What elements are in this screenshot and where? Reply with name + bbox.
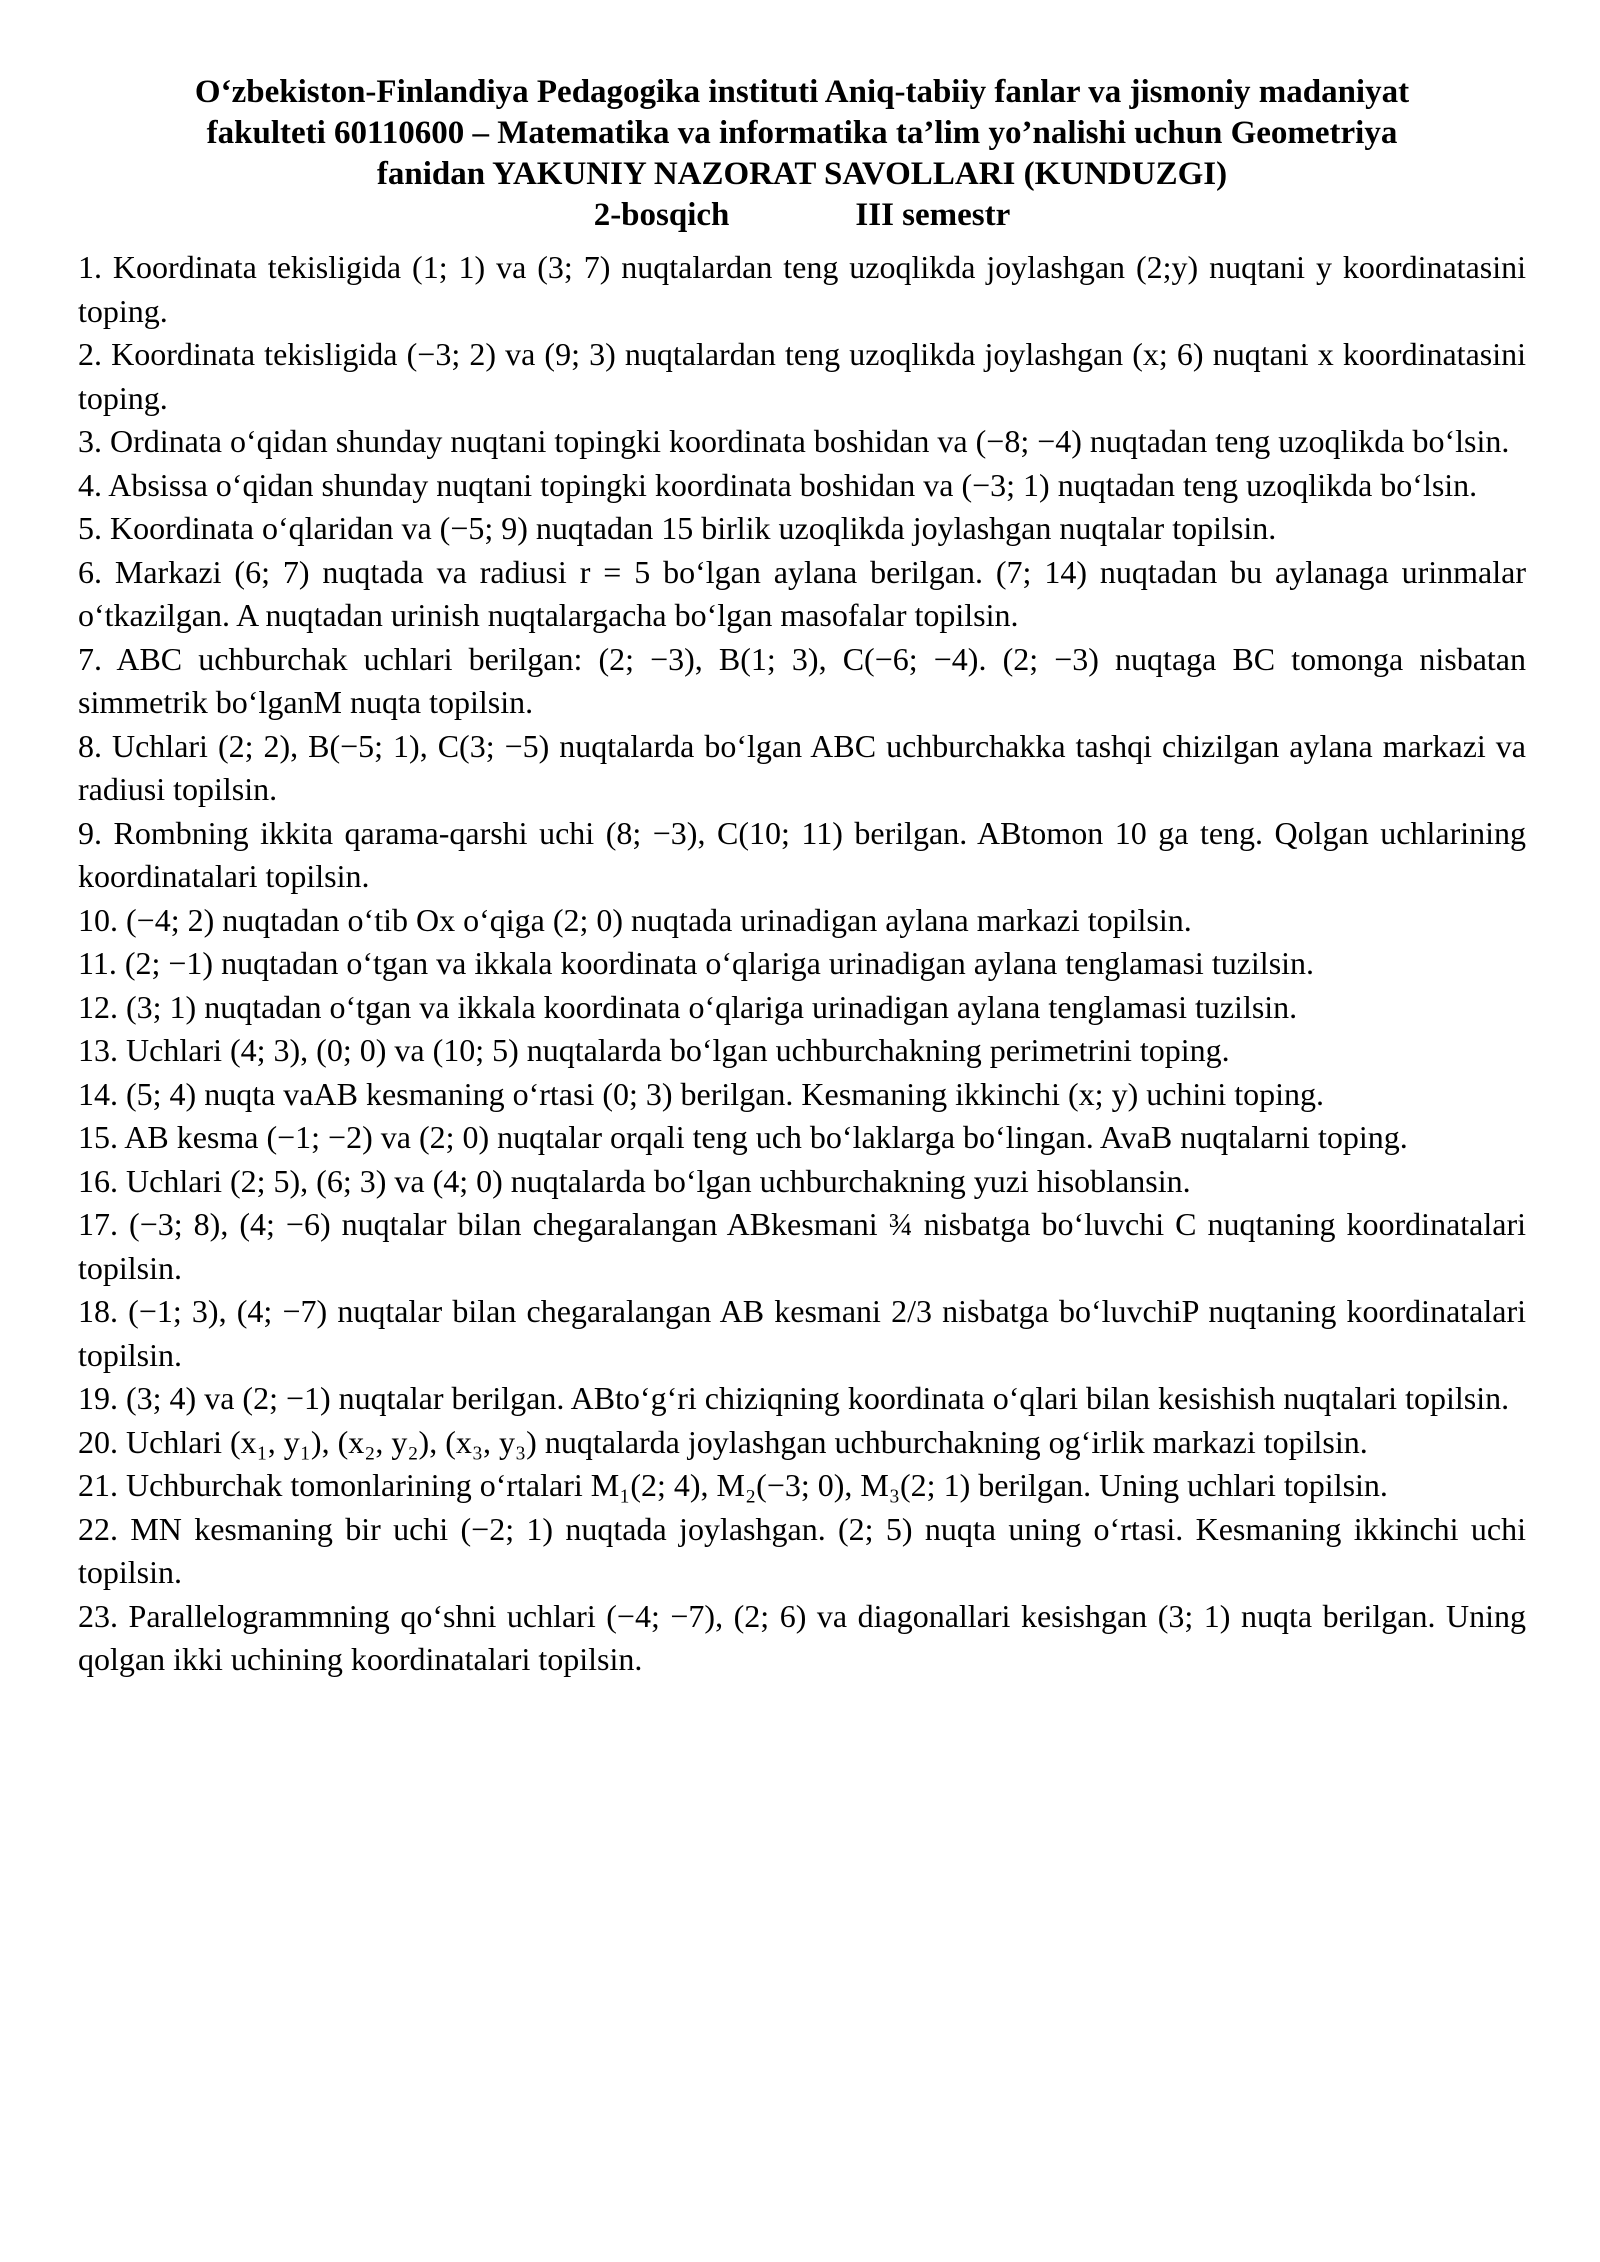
header-line-3: fanidan YAKUNIY NAZORAT SAVOLLARI (KUNDUZGI) — [376, 156, 1228, 192]
question-16: 16. Uchlari (2; 5), (6; 3) va (4; 0) nuqtalarda bo‘lgan uchburchakning yuzi hisoblansin. — [78, 1162, 1191, 1199]
document-page — [78, 72, 1526, 1682]
question-10: 10. (−4; 2) nuqtadan o‘tib Ox o‘qiga (2; 0) nuqtada urinadigan aylana markazi topilsin. — [78, 901, 1192, 938]
question-2: 2. Koordinata tekisligida (−3; 2) va (9; 3) nuqtalardan teng uzoqlikda joylashgan (x; 6) nuqtani x koordinatasini toping. — [78, 336, 1526, 416]
question-17: 17. (−3; 8), (4; −6) nuqtalar bilan chegaralangan ABkesmani ¾ nisbatga bo‘luvchi C nuqtaning koordinatalari topilsin. — [78, 1206, 1526, 1286]
question-4: 4. Absissa o‘qidan shunday nuqtani topingki koordinata boshidan va (−3; 1) nuqtadan teng uzoqlikda bo‘lsin. — [78, 466, 1478, 503]
header-stage-line — [78, 195, 1526, 236]
question-22: 22. MN kesmaning bir uchi (−2; 1) nuqtada joylashgan. (2; 5) nuqta uning o‘rtasi. Kesmaning ikkinchi uchi topilsin. — [78, 1510, 1526, 1590]
question-3: 3. Ordinata o‘qidan shunday nuqtani topingki koordinata boshidan va (−8; −4) nuqtadan teng uzoqlikda bo‘lsin. — [78, 423, 1510, 459]
question-14: 14. (5; 4) nuqta vaAB kesmaning o‘rtasi (0; 3) berilgan. Kesmaning ikkinchi (x; y) uchini toping. — [78, 1075, 1324, 1112]
semester-label: III semestr — [855, 197, 1011, 233]
question-6: 6. Markazi (6; 7) nuqtada va radiusi r = 5 bo‘lgan aylana berilgan. (7; 14) nuqtadan bu aylanaga urinmalar o‘tkazilgan. A nuqtadan urinish nuqtalargacha bo‘lgan masofalar topilsin. — [78, 553, 1526, 633]
question-1: 1. Koordinata tekisligida (1; 1) va (3; 7) nuqtalardan teng uzoqlikda joylashgan (2;y) nuqtani y koordinatasini toping. — [78, 249, 1526, 329]
question-23: 23. Parallelogrammning qo‘shni uchlari (−4; −7), (2; 6) va diagonallari kesishgan (3; 1) nuqta berilgan. Uning qolgan ikki uchining koordinatalari topilsin. — [78, 1597, 1526, 1677]
question-15: 15. AB kesma (−1; −2) va (2; 0) nuqtalar orqali teng uch bo‘laklarga bo‘lingan. AvaB nuqtalarni toping. — [78, 1119, 1408, 1155]
question-13: 13. Uchlari (4; 3), (0; 0) va (10; 5) nuqtalarda bo‘lgan uchburchakning perimetrini toping. — [78, 1032, 1230, 1068]
question-7: 7. ABC uchburchak uchlari berilgan: (2; −3), B(1; 3), C(−6; −4). (2; −3) nuqtaga BC tomonga nisbatan simmetrik bo‘lganM nuqta topilsin. — [78, 640, 1526, 720]
question-5: 5. Koordinata o‘qlaridan va (−5; 9) nuqtadan 15 birlik uzoqlikda joylashgan nuqtalar topilsin. — [78, 510, 1277, 546]
question-19: 19. (3; 4) va (2; −1) nuqtalar berilgan. ABto‘g‘ri chiziqning koordinata o‘qlari bilan kesishish nuqtalari topilsin. — [78, 1380, 1510, 1416]
stage-label: 2-bosqich — [593, 197, 730, 233]
header-line-1: O‘zbekiston-Finlandiya Pedagogika instituti Aniq-tabiiy fanlar va jismoniy madaniyat — [194, 74, 1410, 110]
question-12: 12. (3; 1) nuqtadan o‘tgan va ikkala koordinata o‘qlariga urinadigan aylana tenglamasi tuzilsin. — [78, 988, 1298, 1025]
question-20: 20. Uchlari (x₁, y₁), (x₂, y₂), (x₃, y₃) nuqtalarda joylashgan uchburchakning og‘irlik markazi topilsin. — [78, 1423, 1368, 1460]
header-line-2: fakulteti 60110600 – Matematika va informatika ta’lim yo’nalishi uchun Geometriya — [206, 115, 1398, 151]
question-11: 11. (2; −1) nuqtadan o‘tgan va ikkala koordinata o‘qlariga urinadigan aylana tenglamasi tuzilsin. — [78, 945, 1315, 981]
question-list — [78, 246, 1526, 1682]
question-21: 21. Uchburchak tomonlarining o‘rtalari M₁(2; 4), M₂(−3; 0), M₃(2; 1) berilgan. Uning uchlari topilsin. — [78, 1467, 1388, 1503]
document-header — [78, 72, 1526, 236]
question-9: 9. Rombning ikkita qarama-qarshi uchi (8; −3), C(10; 11) berilgan. ABtomon 10 ga teng. Qolgan uchlarining koordinatalari topilsin. — [78, 814, 1526, 894]
question-18: 18. (−1; 3), (4; −7) nuqtalar bilan chegaralangan AB kesmani 2/3 nisbatga bo‘luvchiP nuqtaning koordinatalari topilsin. — [78, 1293, 1526, 1373]
question-8: 8. Uchlari (2; 2), B(−5; 1), C(3; −5) nuqtalarda bo‘lgan ABC uchburchakka tashqi chizilgan aylana markazi va radiusi topilsin. — [78, 727, 1526, 807]
